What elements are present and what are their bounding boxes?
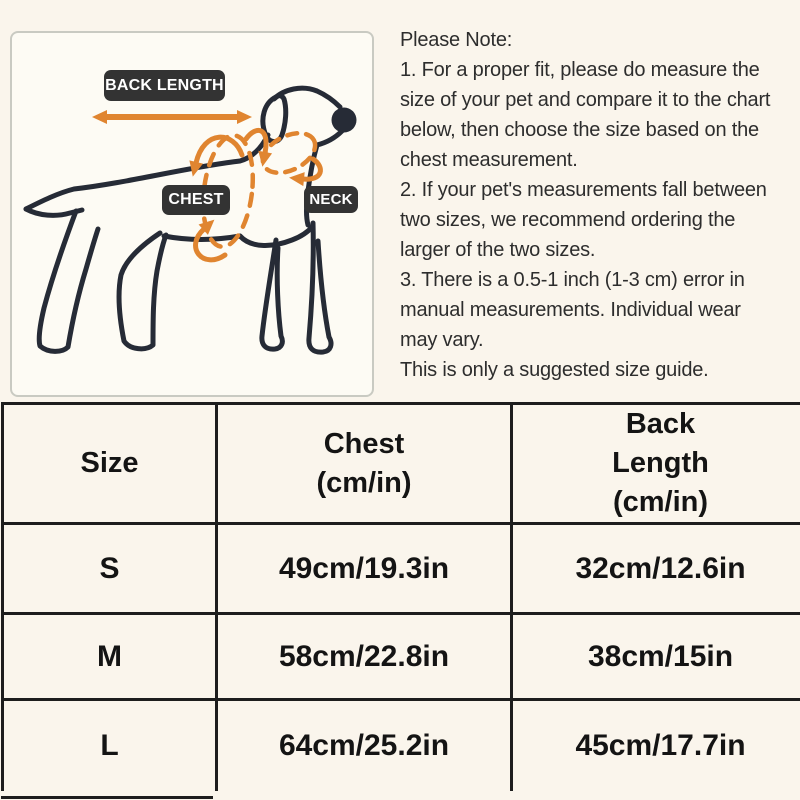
cell-chest: 58cm/22.8in [217,614,512,700]
cell-back-length: 45cm/17.7in [512,700,800,792]
table-row [3,524,800,614]
note-line: This is only a suggested size guide. [400,359,709,381]
header-back-length: Back Length (cm/in) [512,404,800,524]
note-line: larger of the two sizes. [400,239,596,261]
header-chest: Chest (cm/in) [217,404,512,524]
table-header-row [3,404,800,524]
cell-size: M [3,614,217,700]
note-heading: Please Note: [400,29,513,51]
neck-badge: NECK [304,186,358,213]
cell-chest: 64cm/25.2in [217,700,512,792]
chest-badge: CHEST [162,185,230,215]
note-line: size of your pet and compare it to the chart [400,89,771,111]
dog-measurement-diagram [10,31,374,397]
cell-size: S [3,524,217,614]
header-size: Size [3,404,217,524]
table-partial-bottom-border [1,796,213,799]
note-line: may vary. [400,329,484,351]
note-line: below, then choose the size based on the [400,119,759,141]
note-line: manual measurements. Individual wear [400,299,741,321]
note-line: 1. For a proper fit, please do measure the [400,59,760,81]
table-row [3,614,800,700]
size-chart-table [1,402,800,791]
cell-chest: 49cm/19.3in [217,524,512,614]
note-block [400,25,798,385]
cell-size: L [3,700,217,792]
back-length-badge: BACK LENGTH [104,70,225,101]
note-line: two sizes, we recommend ordering the [400,209,736,231]
dog-body-paths [26,88,342,352]
table-row [3,700,800,792]
cell-back-length: 32cm/12.6in [512,524,800,614]
note-line: 2. If your pet's measurements fall between [400,179,767,201]
dog-nose [332,108,357,133]
note-line: chest measurement. [400,149,578,171]
cell-back-length: 38cm/15in [512,614,800,700]
note-line: 3. There is a 0.5-1 inch (1-3 cm) error in [400,269,745,291]
